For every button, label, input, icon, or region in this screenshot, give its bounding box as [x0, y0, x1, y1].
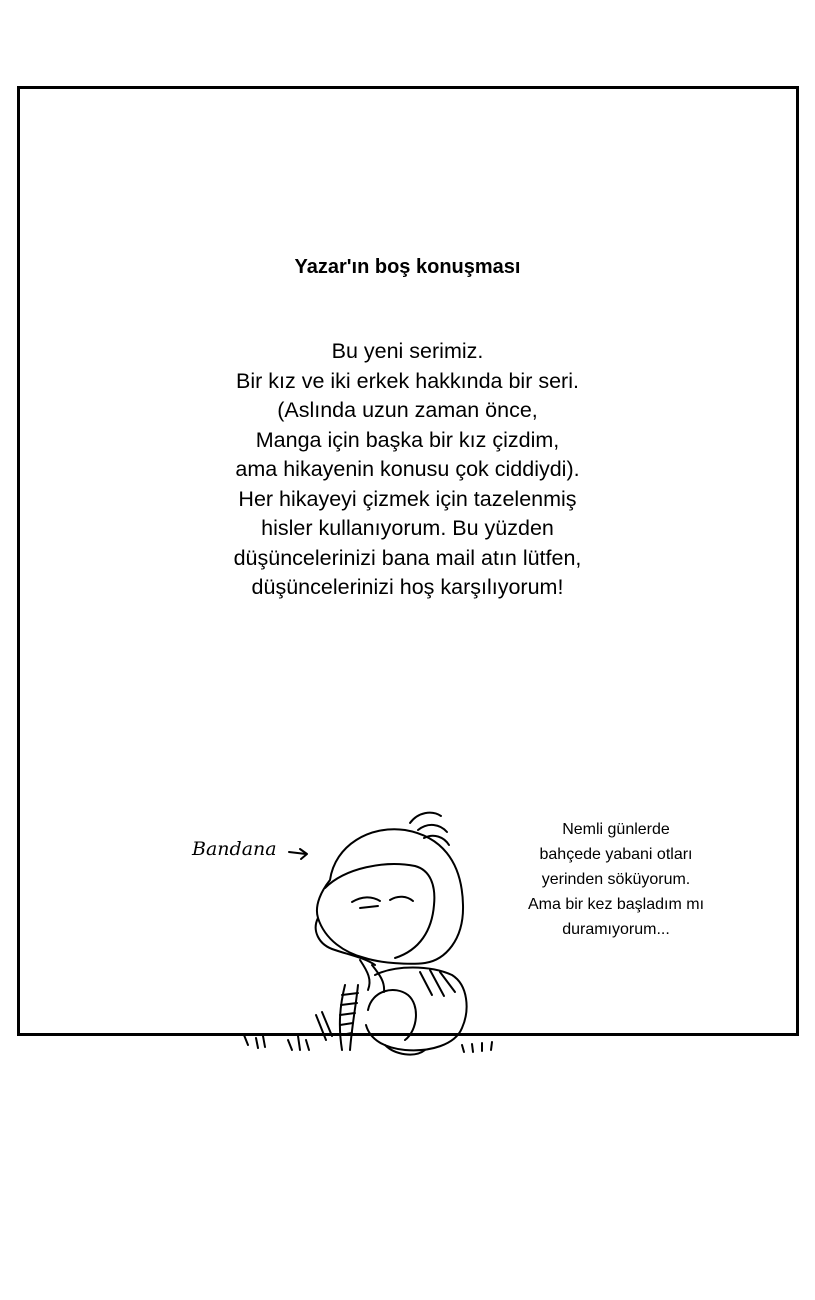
- page-title: Yazar'ın boş konuşması: [294, 256, 521, 278]
- side-note-line: Ama bir kez başladım mı: [527, 896, 705, 913]
- body-line: Her hikayeyi çizmek için tazelenmiş: [238, 486, 577, 511]
- side-note: [486, 817, 746, 942]
- body-line: hisler kullanıyorum. Bu yüzden: [261, 516, 554, 540]
- body-line: düşüncelerinizi hoş karşılıyorum!: [251, 575, 564, 599]
- body-line: Bu yeni serimiz.: [331, 339, 484, 363]
- body-line: Bir kız ve iki erkek hakkında bir seri.: [236, 368, 579, 393]
- side-note-line: yerinden söküyorum.: [541, 871, 691, 888]
- body-line: (Aslında uzun zaman önce,: [277, 398, 538, 422]
- side-note-line: Nemli günlerde: [562, 821, 670, 838]
- body-line: düşüncelerinizi bana mail atın lütfen,: [233, 545, 582, 570]
- side-note-line: duramıyorum...: [562, 921, 670, 938]
- body-line: Manga için başka bir kız çizdim,: [255, 427, 560, 452]
- side-note-line: bahçede yabani otları: [539, 846, 693, 863]
- bandana-label: Bandana: [192, 838, 277, 860]
- body-line: ama hikayenin konusu çok ciddiydi).: [235, 457, 580, 481]
